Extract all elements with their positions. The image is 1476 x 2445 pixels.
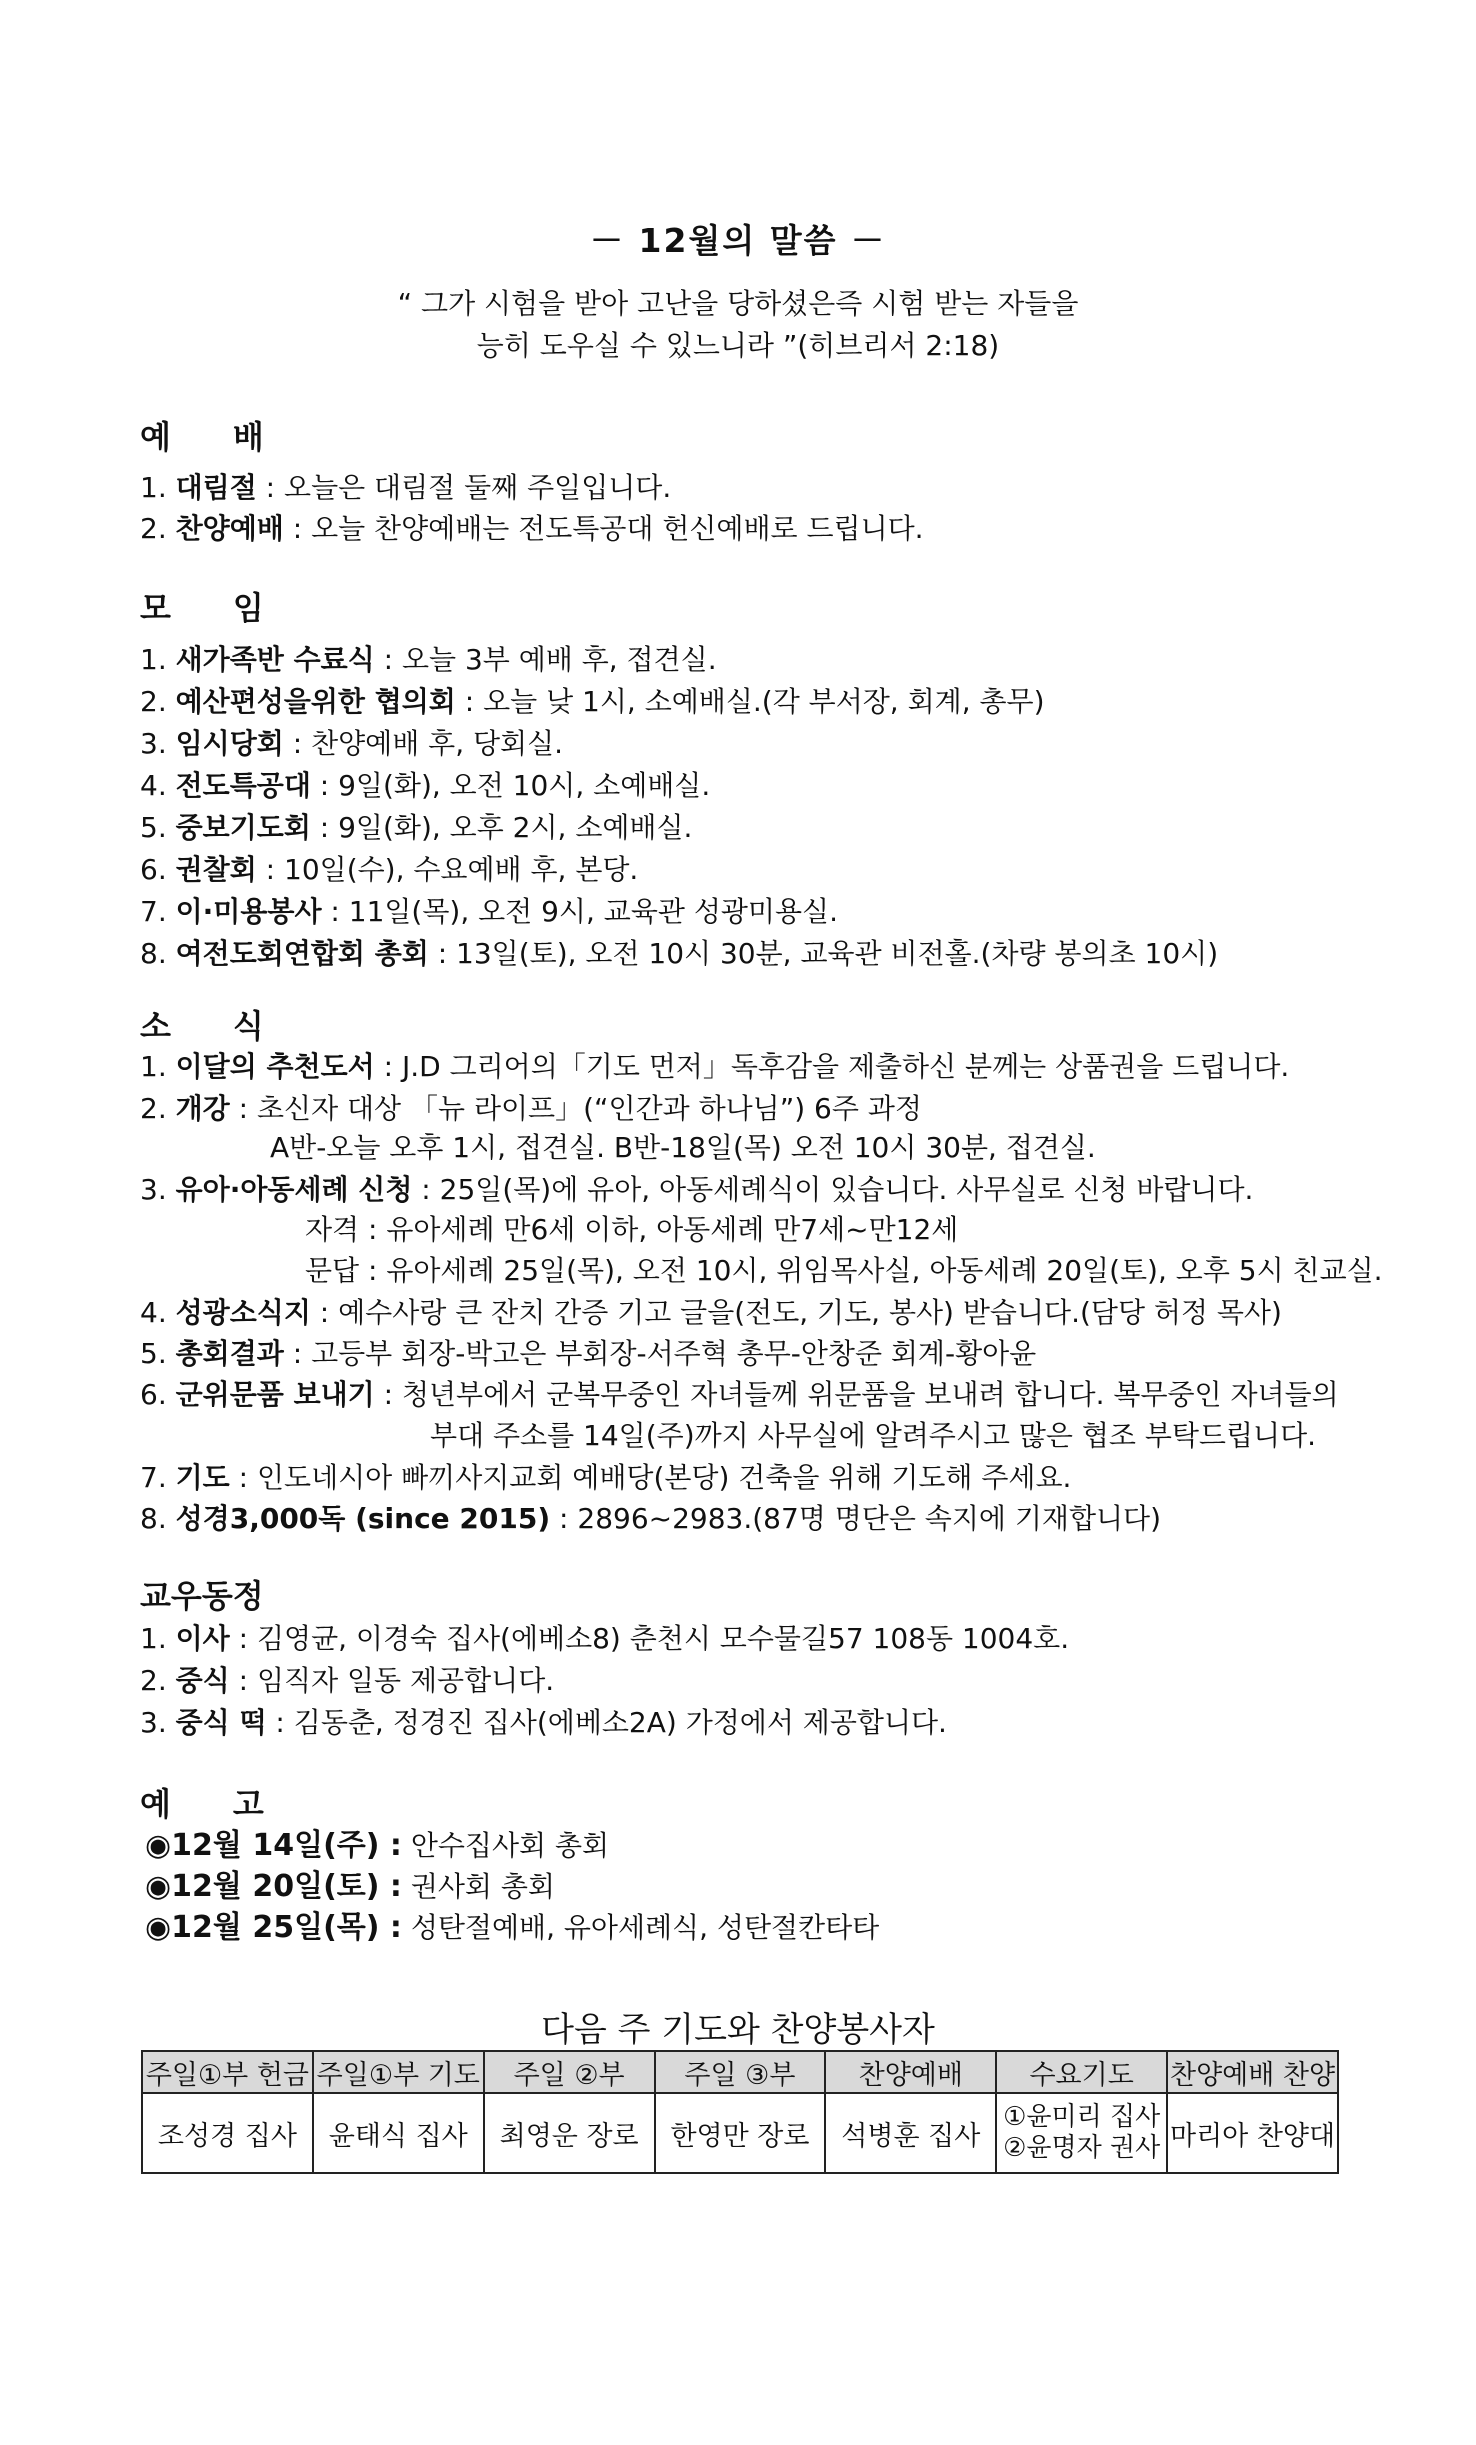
table-cell <box>996 2093 1167 2173</box>
item-text: : 9일(화), 오전 10시, 소예배실. <box>310 769 711 802</box>
verse-line: 능히 도우실 수 있느니라 ”(히브리서 2:18) <box>476 329 1000 362</box>
notice-item <box>145 1861 555 1905</box>
item-number: 4. <box>140 769 167 802</box>
heading-char: 소 <box>140 1007 171 1045</box>
item-number: 1. <box>140 1622 167 1655</box>
item-number: 2. <box>140 685 167 718</box>
item-text: : 10일(수), 수요예배 후, 본당. <box>256 853 639 886</box>
page-title: － 12월의 말씀 － <box>590 221 886 260</box>
item-label: 찬양예배 <box>175 512 284 545</box>
service-table <box>141 2050 1339 2174</box>
item-text: : 25일(목)에 유아, 아동세례식이 있습니다. 사무실로 신청 바랍니다. <box>412 1173 1254 1206</box>
item-label: 중식 떡 <box>175 1706 267 1739</box>
table-header: 주일①부 헌금 <box>142 2051 313 2093</box>
item-label: 기도 <box>175 1461 230 1494</box>
worship-item <box>140 507 924 547</box>
item-number: 4. <box>140 1296 167 1329</box>
table-cell: 석병훈 집사 <box>825 2093 996 2173</box>
item-text: : 9일(화), 오후 2시, 소예배실. <box>310 811 693 844</box>
heading-char: 모 <box>140 589 171 627</box>
bible-verse <box>0 283 1476 367</box>
item-number: 8. <box>140 937 167 970</box>
wednesday-prayer-line: ②윤명자 권사 <box>1003 2133 1161 2163</box>
worship-item <box>140 466 671 506</box>
table-row <box>142 2093 1338 2173</box>
section-heading-worship <box>140 412 264 458</box>
item-number: 2. <box>140 1092 167 1125</box>
item-number: 5. <box>140 811 167 844</box>
item-text: : 오늘 찬양예배는 전도특공대 헌신예배로 드립니다. <box>283 512 924 545</box>
item-text: : 인도네시아 빠끼사지교회 예배당(본당) 건축을 위해 기도해 주세요. <box>229 1461 1072 1494</box>
item-number: 3. <box>140 1706 167 1739</box>
news-item <box>140 1168 1253 1208</box>
fellowship-item <box>140 1701 947 1741</box>
item-label: 임시당회 <box>175 727 284 760</box>
item-text: : 예수사랑 큰 잔치 간증 기고 글을(전도, 기도, 봉사) 받습니다.(담당 허정 목사) <box>310 1296 1282 1329</box>
item-label: 대림절 <box>175 471 257 504</box>
news-subline: 자격 : 유아세례 만6세 이하, 아동세례 만7세~만12세 <box>305 1213 959 1246</box>
item-number: 1. <box>140 1050 167 1083</box>
heading-char: 배 <box>232 418 264 456</box>
item-label: 유아·아동세례 신청 <box>175 1173 413 1206</box>
item-number: 1. <box>140 643 167 676</box>
item-number: 1. <box>140 471 167 504</box>
item-text: : 찬양예배 후, 당회실. <box>283 727 564 760</box>
notice-date: ◉12월 25일(목) : <box>145 1910 402 1945</box>
notice-text: 성탄절예배, 유아세례식, 성탄절칸타타 <box>401 1911 880 1944</box>
heading-char: 식 <box>232 1007 264 1045</box>
meeting-item <box>140 680 1045 720</box>
heading-char: 임 <box>232 589 264 627</box>
notice-date: ◉12월 14일(주) : <box>145 1828 402 1863</box>
item-number: 6. <box>140 853 167 886</box>
fellowship-item <box>140 1617 1069 1657</box>
item-label: 권찰회 <box>175 853 257 886</box>
item-number: 2. <box>140 512 167 545</box>
meeting-item <box>140 848 638 888</box>
table-header: 찬양예배 <box>825 2051 996 2093</box>
section-heading-meetings <box>140 583 264 629</box>
item-text: : 김영균, 이경숙 집사(에베소8) 춘천시 모수물길57 108동 1004호. <box>229 1622 1070 1655</box>
news-item <box>140 1373 1339 1413</box>
table-cell: 최영운 장로 <box>484 2093 655 2173</box>
item-text: : 초신자 대상 「뉴 라이프」(“인간과 하나님”) 6주 과정 <box>229 1092 922 1125</box>
notice-text: 권사회 총회 <box>401 1870 555 1903</box>
item-text: : 오늘 낮 1시, 소예배실.(각 부서장, 회계, 총무) <box>455 685 1045 718</box>
notice-item <box>145 1902 879 1946</box>
item-label: 예산편성을위한 협의회 <box>175 685 456 718</box>
item-text: : 청년부에서 군복무중인 자녀들께 위문품을 보내려 합니다. 복무중인 자녀들의 <box>374 1378 1339 1411</box>
table-header: 찬양예배 찬양 <box>1167 2051 1338 2093</box>
news-subline: 문답 : 유아세례 25일(목), 오전 10시, 위임목사실, 아동세례 20일(토), 오후 5시 친교실. <box>305 1254 1383 1287</box>
item-number: 2. <box>140 1664 167 1697</box>
item-label: 새가족반 수료식 <box>175 643 375 676</box>
table-header: 주일①부 기도 <box>313 2051 484 2093</box>
item-text: : 13일(토), 오전 10시 30분, 교육관 비전홀.(차량 봉의초 10시) <box>428 937 1219 970</box>
meeting-item <box>140 890 838 930</box>
section-heading-fellowship: 교우동정 <box>140 1577 264 1615</box>
table-cell: 마리아 찬양대 <box>1167 2093 1338 2173</box>
meeting-item <box>140 764 710 804</box>
item-number: 8. <box>140 1502 167 1535</box>
item-label: 이사 <box>175 1622 230 1655</box>
item-number: 3. <box>140 727 167 760</box>
item-text: : 고등부 회장-박고은 부회장-서주혁 총무-안창준 회계-황아윤 <box>283 1337 1037 1370</box>
table-header-row <box>142 2051 1338 2093</box>
meeting-item <box>140 638 717 678</box>
meeting-item <box>140 806 692 846</box>
item-label: 중보기도회 <box>175 811 311 844</box>
wednesday-prayer-line: ①윤미리 집사 <box>1003 2102 1161 2132</box>
item-label: 전도특공대 <box>175 769 311 802</box>
heading-char: 고 <box>232 1785 264 1823</box>
table-cell: 조성경 집사 <box>142 2093 313 2173</box>
item-label: 개강 <box>175 1092 230 1125</box>
news-item <box>140 1497 1161 1537</box>
news-subline: A반-오늘 오후 1시, 접견실. B반-18일(목) 오전 10시 30분, 접견실. <box>270 1131 1096 1164</box>
item-label: 성광소식지 <box>175 1296 311 1329</box>
table-cell: 한영만 장로 <box>655 2093 826 2173</box>
news-item <box>140 1291 1282 1331</box>
news-item <box>140 1456 1071 1496</box>
item-number: 5. <box>140 1337 167 1370</box>
service-table-title: 다음 주 기도와 찬양봉사자 <box>541 2010 935 2050</box>
notice-item <box>145 1820 609 1864</box>
notice-text: 안수집사회 총회 <box>401 1829 610 1862</box>
table-header: 수요기도 <box>996 2051 1167 2093</box>
meeting-item <box>140 932 1218 972</box>
table-cell: 윤태식 집사 <box>313 2093 484 2173</box>
item-text: : 오늘 3부 예배 후, 접견실. <box>374 643 717 676</box>
news-item <box>140 1045 1289 1085</box>
meeting-item <box>140 722 563 762</box>
item-label: 군위문품 보내기 <box>175 1378 375 1411</box>
news-subline: 부대 주소를 14일(주)까지 사무실에 알려주시고 많은 협조 부탁드립니다. <box>430 1419 1317 1452</box>
item-label: 중식 <box>175 1664 230 1697</box>
item-label: 이·미용봉사 <box>175 895 322 928</box>
item-label: 여전도회연합회 총회 <box>175 937 429 970</box>
heading-char: 예 <box>140 418 171 456</box>
section-heading-news <box>140 1001 264 1047</box>
notice-date: ◉12월 20일(토) : <box>145 1869 402 1904</box>
heading-char: 예 <box>140 1785 171 1823</box>
item-text: : 임직자 일동 제공합니다. <box>229 1664 555 1697</box>
table-header: 주일 ③부 <box>655 2051 826 2093</box>
fellowship-item <box>140 1659 554 1699</box>
verse-line: “ 그가 시험을 받아 고난을 당하셨은즉 시험 받는 자들을 <box>397 287 1079 320</box>
section-heading-notices <box>140 1779 264 1825</box>
news-item <box>140 1087 922 1127</box>
item-text: : 김동춘, 정경진 집사(에베소2A) 가정에서 제공합니다. <box>266 1706 947 1739</box>
item-label: 이달의 추천도서 <box>175 1050 375 1083</box>
item-text: : J.D 그리어의「기도 먼저」독후감을 제출하신 분께는 상품권을 드립니다. <box>374 1050 1290 1083</box>
item-text: : 11일(목), 오전 9시, 교육관 성광미용실. <box>321 895 838 928</box>
item-number: 6. <box>140 1378 167 1411</box>
item-text: : 오늘은 대림절 둘째 주일입니다. <box>256 471 672 504</box>
table-header: 주일 ②부 <box>484 2051 655 2093</box>
item-number: 7. <box>140 1461 167 1494</box>
item-text: : 2896~2983.(87명 명단은 속지에 기재합니다) <box>550 1502 1162 1535</box>
news-item <box>140 1332 1036 1372</box>
item-label: 성경3,000독 (since 2015) <box>175 1502 551 1535</box>
item-label: 총회결과 <box>175 1337 284 1370</box>
item-number: 3. <box>140 1173 167 1206</box>
item-number: 7. <box>140 895 167 928</box>
